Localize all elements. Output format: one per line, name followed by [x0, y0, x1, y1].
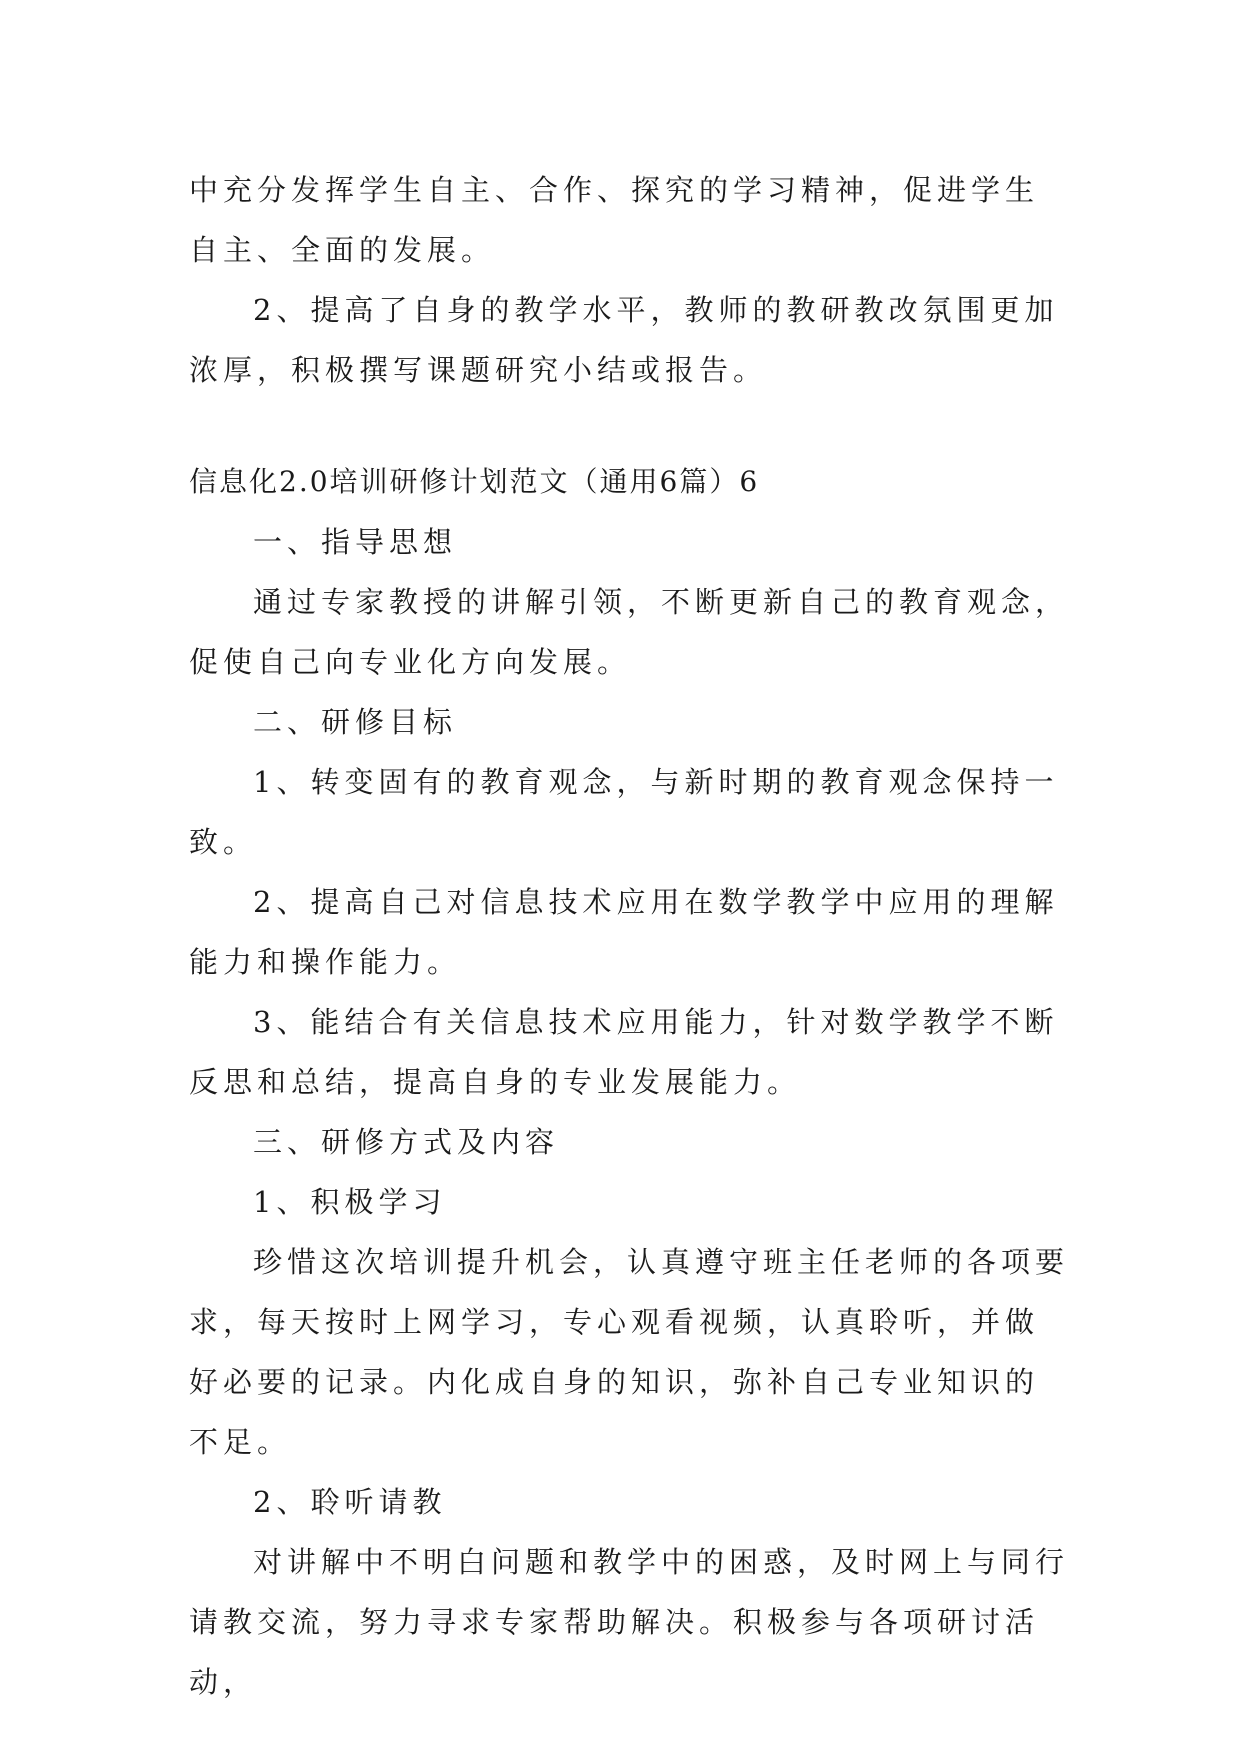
paragraph: 对讲解中不明白问题和教学中的困惑，及时网上与同行请教交流，努力寻求专家帮助解决。积极参与各项研讨活动，: [189, 1545, 1070, 1699]
paragraph: 2、提高自己对信息技术应用在数学教学中应用的理解能力和操作能力。: [189, 885, 1059, 979]
paragraph: 1、转变固有的教育观念，与新时期的教育观念保持一致。: [189, 765, 1059, 859]
subheading-listen-consult: 2、聆听请教: [253, 1485, 447, 1519]
subheading-active-learning: 1、积极学习: [253, 1185, 447, 1219]
section-title: 信息化2.0培训研修计划范文（通用6篇）6: [189, 465, 760, 498]
paragraph-continuation: 中充分发挥学生自主、合作、探究的学习精神，促进学生自主、全面的发展。: [189, 173, 1040, 267]
paragraph: 2、提高了自身的教学水平，教师的教研教改氛围更加浓厚，积极撰写课题研究小结或报告。: [189, 293, 1059, 387]
heading-training-methods: 三、研修方式及内容: [253, 1125, 560, 1159]
paragraph: 3、能结合有关信息技术应用能力，针对数学教学不断反思和总结，提高自身的专业发展能力。: [189, 1005, 1059, 1099]
paragraph: 珍惜这次培训提升机会，认真遵守班主任老师的各项要求，每天按时上网学习，专心观看视频，认真聆听，并做好必要的记录。内化成自身的知识，弥补自己专业知识的不足。: [189, 1245, 1070, 1459]
document-body: [189, 160, 1069, 1712]
heading-guiding-thought: 一、指导思想: [253, 525, 458, 559]
heading-training-goals: 二、研修目标: [253, 705, 458, 739]
paragraph: 通过专家教授的讲解引领，不断更新自己的教育观念，促使自己向专业化方向发展。: [189, 585, 1070, 679]
